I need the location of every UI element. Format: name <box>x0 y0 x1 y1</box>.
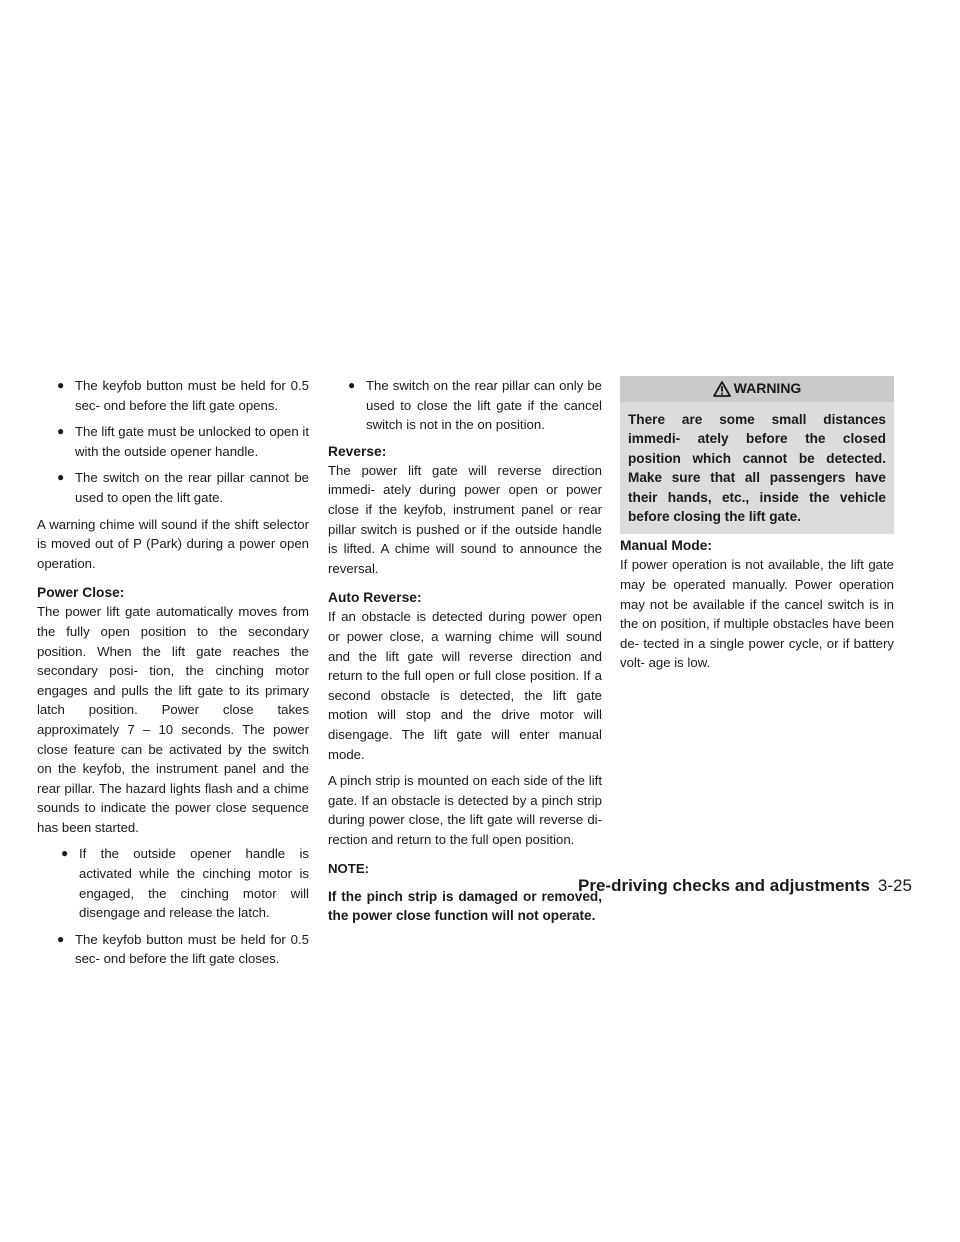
bullet-dot-icon: ● <box>348 378 356 392</box>
bullet-item: ● The keyfob button must be held for 0.5 sec- ond before the lift gate closes. <box>57 931 309 967</box>
warning-text: There are some small distances immedi- ately before the closed position which cannot be detected. Make sure that all passengers have their hands, etc., inside the vehicle before closing the lift gate. <box>628 412 886 525</box>
bullet-dot-icon: ● <box>61 846 69 861</box>
warning-title: WARNING <box>733 380 802 397</box>
bullet-item: ● The switch on the rear pillar cannot be used to open the lift gate. <box>57 470 309 505</box>
page-number: 3-25 <box>877 876 912 895</box>
section-title: Pre-driving checks and adjustments <box>578 876 870 895</box>
warning-header <box>620 376 894 402</box>
column-left <box>37 376 309 976</box>
pinch-strip-paragraph: A pinch strip is mounted on each side of the lift gate. If an obstacle is detected by a pinch strip during power close, the lift gate will reverse di- rection and return to the full open position. <box>328 773 602 847</box>
auto-reverse-heading: Auto Reverse: <box>328 590 422 606</box>
manual-mode-paragraph: If power operation is not available, the lift gate may be operated manually. Power operation may not be available if the cancel switch is in the on position, if multiple obstacles have been de- tected in a single power cycle, or if battery volt- age is low. <box>620 557 894 671</box>
reverse-heading: Reverse: <box>328 443 387 459</box>
manual-mode-heading: Manual Mode: <box>620 538 712 554</box>
bullet-dot-icon: ● <box>57 931 65 946</box>
bullet-item: ● The lift gate must be unlocked to open it with the outside opener handle. <box>57 424 309 459</box>
chime-paragraph: A warning chime will sound if the shift selector is moved out of P (Park) during a power open operation. <box>37 516 309 571</box>
bullet-dot-icon: ● <box>57 378 65 392</box>
column-right <box>620 376 894 680</box>
power-close-paragraph: The power lift gate automatically moves from the fully open position to the secondary position. When the lift gate reaches the secondary posi- tion, the cinching motor engages and pulls the lift gate to its primary latch position. Power close takes approximately 7 – 10 seconds. The power close feature can be activated by the switch on the keyfob, the instrument panel and the rear pillar. The hazard lights flash and a chime sounds to indicate the power close sequence has been started. <box>37 604 309 835</box>
bullet-item: ● The switch on the rear pillar can only be used to close the lift gate if the cancel switch is not in the on position. <box>348 378 602 433</box>
note-text: If the pinch strip is damaged or removed, the power close function will not operate. <box>328 889 602 924</box>
warning-box <box>620 376 894 534</box>
note-heading: NOTE: <box>328 861 370 877</box>
power-close-heading: Power Close: <box>37 585 125 601</box>
bullet-item: ● The keyfob button must be held for 0.5 sec- ond before the lift gate opens. <box>57 378 309 413</box>
warning-triangle-icon <box>713 381 731 397</box>
bullet-dot-icon: ● <box>57 424 65 439</box>
bullet-item: ● If the outside opener handle is activated while the cinching motor is engaged, the cinching motor will disengage and release the latch. <box>61 846 309 921</box>
bullet-dot-icon: ● <box>57 470 65 485</box>
page-footer <box>578 876 912 896</box>
auto-reverse-paragraph: If an obstacle is detected during power open or power close, a warning chime will sound and the lift gate will reverse direction and return to the full open or full close position. If a second obstacle is detected, the lift gate motion will stop and the drive motor will disengage. The lift gate will enter manual mode. <box>328 609 602 762</box>
column-middle <box>328 376 602 926</box>
reverse-paragraph: The power lift gate will reverse direction immedi- ately during power open or power close if the keyfob, instrument panel or rear pillar switch is pushed or if the outside handle is lifted. A chime will sound to announce the reversal. <box>328 462 602 576</box>
